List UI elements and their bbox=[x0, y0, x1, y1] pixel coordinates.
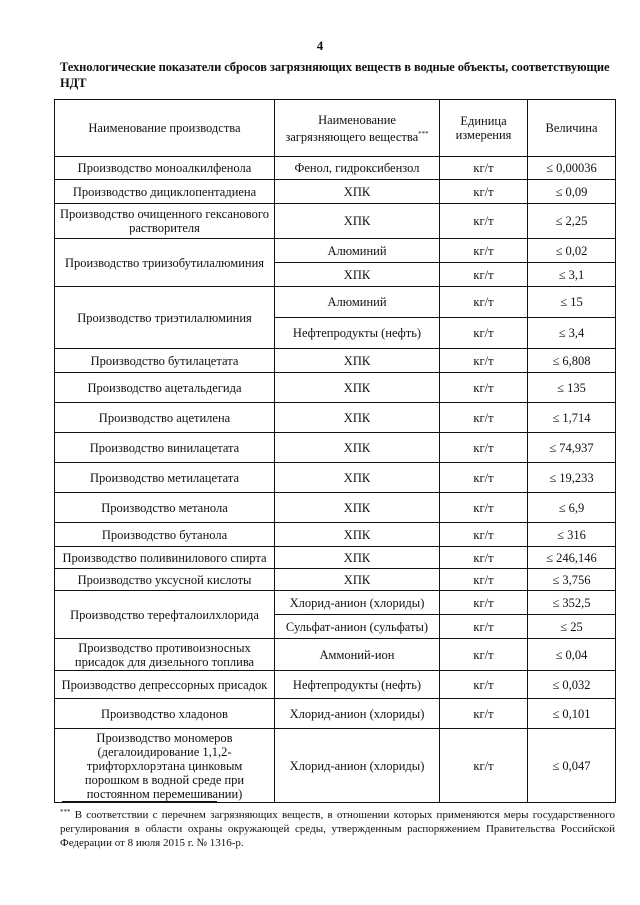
pollutant-cell: ХПК bbox=[275, 180, 440, 204]
production-cell: Производство поливинилового спирта bbox=[55, 547, 275, 569]
unit-cell: кг/т bbox=[440, 263, 528, 287]
production-cell: Производство очищенного гексанового растворителя bbox=[55, 204, 275, 239]
value-cell: ≤ 0,101 bbox=[528, 699, 616, 729]
unit-cell: кг/т bbox=[440, 615, 528, 639]
unit-cell: кг/т bbox=[440, 239, 528, 263]
pollutant-cell: Нефтепродукты (нефть) bbox=[275, 671, 440, 699]
value-cell: ≤ 135 bbox=[528, 373, 616, 403]
header-value: Величина bbox=[528, 100, 616, 157]
table-row bbox=[55, 204, 616, 239]
value-cell: ≤ 74,937 bbox=[528, 433, 616, 463]
value-cell: ≤ 3,1 bbox=[528, 263, 616, 287]
table-row bbox=[55, 591, 616, 615]
pollutant-cell: ХПК bbox=[275, 433, 440, 463]
value-cell: ≤ 0,09 bbox=[528, 180, 616, 204]
unit-cell: кг/т bbox=[440, 523, 528, 547]
table-row bbox=[55, 373, 616, 403]
unit-cell: кг/т bbox=[440, 493, 528, 523]
production-cell: Производство дициклопентадиена bbox=[55, 180, 275, 204]
unit-cell: кг/т bbox=[440, 591, 528, 615]
value-cell: ≤ 15 bbox=[528, 287, 616, 318]
production-cell: Производство триэтилалюминия bbox=[55, 287, 275, 349]
value-cell: ≤ 3,4 bbox=[528, 318, 616, 349]
production-cell: Производство винилацетата bbox=[55, 433, 275, 463]
pollutant-cell: ХПК bbox=[275, 493, 440, 523]
value-cell: ≤ 316 bbox=[528, 523, 616, 547]
production-cell: Производство моноалкилфенола bbox=[55, 157, 275, 180]
unit-cell: кг/т bbox=[440, 463, 528, 493]
pollutant-cell: ХПК bbox=[275, 523, 440, 547]
table-row bbox=[55, 729, 616, 803]
table-row bbox=[55, 699, 616, 729]
table-row bbox=[55, 157, 616, 180]
footnote-mark: *** bbox=[60, 808, 71, 816]
production-cell: Производство триизобутилалюминия bbox=[55, 239, 275, 287]
pollutant-cell: Алюминий bbox=[275, 239, 440, 263]
production-cell: Производство ацетилена bbox=[55, 403, 275, 433]
pollutant-cell: Хлорид-анион (хлориды) bbox=[275, 729, 440, 803]
value-cell: ≤ 6,808 bbox=[528, 349, 616, 373]
header-pollutant bbox=[275, 100, 440, 157]
pollutant-cell: ХПК bbox=[275, 263, 440, 287]
value-cell: ≤ 352,5 bbox=[528, 591, 616, 615]
unit-cell: кг/т bbox=[440, 729, 528, 803]
value-cell: ≤ 0,047 bbox=[528, 729, 616, 803]
unit-cell: кг/т bbox=[440, 373, 528, 403]
table-header-row bbox=[55, 100, 616, 157]
pollutant-cell: ХПК bbox=[275, 204, 440, 239]
table-row bbox=[55, 287, 616, 318]
pollutant-cell: Аммоний-ион bbox=[275, 639, 440, 671]
unit-cell: кг/т bbox=[440, 671, 528, 699]
pollutant-cell: Алюминий bbox=[275, 287, 440, 318]
unit-cell: кг/т bbox=[440, 403, 528, 433]
unit-cell: кг/т bbox=[440, 204, 528, 239]
pollutant-cell: ХПК bbox=[275, 569, 440, 591]
value-cell: ≤ 0,04 bbox=[528, 639, 616, 671]
value-cell: ≤ 3,756 bbox=[528, 569, 616, 591]
value-cell: ≤ 246,146 bbox=[528, 547, 616, 569]
header-pollutant-label: Наименование загрязняющего вещества bbox=[285, 112, 419, 144]
table-row bbox=[55, 671, 616, 699]
unit-cell: кг/т bbox=[440, 639, 528, 671]
unit-cell: кг/т bbox=[440, 547, 528, 569]
pollutant-cell: Сульфат-анион (сульфаты) bbox=[275, 615, 440, 639]
production-cell: Производство мономеров (дегалоидирование 1,1,2-трифторхлорэтана цинковым порошком в водной среде при постоянном перемешивании) bbox=[55, 729, 275, 803]
table-row bbox=[55, 493, 616, 523]
production-cell: Производство метанола bbox=[55, 493, 275, 523]
table-row bbox=[55, 639, 616, 671]
footnote bbox=[60, 805, 615, 850]
unit-cell: кг/т bbox=[440, 287, 528, 318]
unit-cell: кг/т bbox=[440, 569, 528, 591]
table-heading: Технологические показатели сбросов загрязняющих веществ в водные объекты, соответствующие НДТ bbox=[60, 60, 610, 90]
table-row bbox=[55, 349, 616, 373]
production-cell: Производство ацетальдегида bbox=[55, 373, 275, 403]
table-row bbox=[55, 463, 616, 493]
unit-cell: кг/т bbox=[440, 157, 528, 180]
value-cell: ≤ 1,714 bbox=[528, 403, 616, 433]
footnote-text: В соответствии с перечнем загрязняющих веществ, в отношении которых применяются меры государственного регулирования в области охраны окружающей среды, утвержденным распоряжением Правительства Российской Федерации от 8 июля 2015 г. № 1316-р. bbox=[60, 809, 615, 849]
table-row bbox=[55, 523, 616, 547]
value-cell: ≤ 19,233 bbox=[528, 463, 616, 493]
production-cell: Производство хладонов bbox=[55, 699, 275, 729]
value-cell: ≤ 0,032 bbox=[528, 671, 616, 699]
pollutant-cell: ХПК bbox=[275, 463, 440, 493]
production-cell: Производство бутанола bbox=[55, 523, 275, 547]
pollutant-cell: ХПК bbox=[275, 373, 440, 403]
production-cell: Производство уксусной кислоты bbox=[55, 569, 275, 591]
pollutant-cell: ХПК bbox=[275, 403, 440, 433]
value-cell: ≤ 2,25 bbox=[528, 204, 616, 239]
page-number: 4 bbox=[316, 38, 324, 53]
pollutant-cell: ХПК bbox=[275, 547, 440, 569]
table-row bbox=[55, 569, 616, 591]
production-cell: Производство бутилацетата bbox=[55, 349, 275, 373]
header-unit: Единица измерения bbox=[440, 100, 528, 157]
table-row bbox=[55, 433, 616, 463]
unit-cell: кг/т bbox=[440, 433, 528, 463]
value-cell: ≤ 0,02 bbox=[528, 239, 616, 263]
unit-cell: кг/т bbox=[440, 699, 528, 729]
table-row bbox=[55, 180, 616, 204]
ndt-discharge-table bbox=[54, 99, 616, 803]
value-cell: ≤ 0,00036 bbox=[528, 157, 616, 180]
unit-cell: кг/т bbox=[440, 349, 528, 373]
pollutant-cell: Хлорид-анион (хлориды) bbox=[275, 591, 440, 615]
value-cell: ≤ 6,9 bbox=[528, 493, 616, 523]
pollutant-cell: Нефтепродукты (нефть) bbox=[275, 318, 440, 349]
pollutant-cell: Фенол, гидроксибензол bbox=[275, 157, 440, 180]
production-cell: Производство метилацетата bbox=[55, 463, 275, 493]
footnote-reference-mark: *** bbox=[418, 129, 429, 138]
pollutant-cell: Хлорид-анион (хлориды) bbox=[275, 699, 440, 729]
unit-cell: кг/т bbox=[440, 180, 528, 204]
footnote-divider bbox=[62, 801, 217, 802]
pollutant-cell: ХПК bbox=[275, 349, 440, 373]
production-cell: Производство депрессорных присадок bbox=[55, 671, 275, 699]
production-cell: Производство противоизносных присадок для дизельного топлива bbox=[55, 639, 275, 671]
table-row bbox=[55, 547, 616, 569]
table-row bbox=[55, 403, 616, 433]
table-row bbox=[55, 239, 616, 263]
production-cell: Производство терефталоилхлорида bbox=[55, 591, 275, 639]
value-cell: ≤ 25 bbox=[528, 615, 616, 639]
unit-cell: кг/т bbox=[440, 318, 528, 349]
header-production: Наименование производства bbox=[55, 100, 275, 157]
